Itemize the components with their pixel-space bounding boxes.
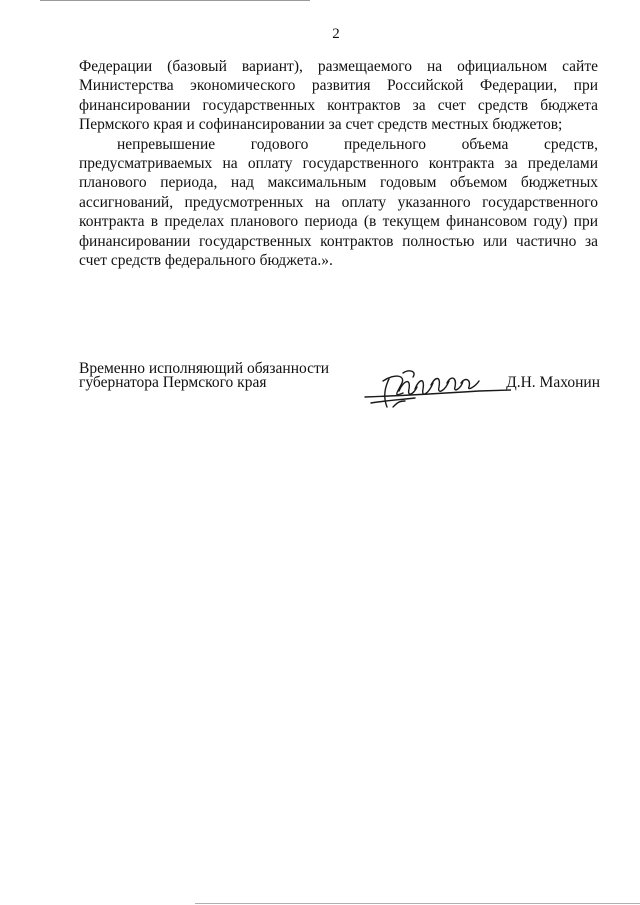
signatory-name: Д.Н. Махонин bbox=[506, 374, 600, 391]
paragraph-continuation: Федерации (базовый вариант), размещаемого на официальном сайте Министерства экономического развития Российской Федерации, при финансировании государственных контрактов за счет средств бюджета Пермского края и софинансировании за счет средств местных бюджетов; bbox=[79, 58, 598, 134]
scan-edge-line-top bbox=[40, 0, 310, 1]
document-body bbox=[79, 57, 598, 270]
signatory-title-line-1: Временно исполняющий обязанности bbox=[79, 360, 330, 377]
signature-block bbox=[79, 361, 600, 421]
scan-edge-line-bottom bbox=[195, 903, 640, 904]
paragraph-item: непревышение годового предельного объема средств, предусматриваемых на оплату государственного контракта за пределами планового периода, над максимальным годовым объемом бюджетных ассигнований, предусмотренных на оплату указанного государственного контракта в пределах планового периода (в текущем финансовом году) при финансировании государственных контрактов полностью или частично за счет средств федерального бюджета.». bbox=[79, 135, 598, 270]
handwritten-signature bbox=[363, 367, 511, 411]
signatory-title-line-2: губернатора Пермского края bbox=[79, 374, 267, 391]
page-number: 2 bbox=[332, 26, 340, 42]
